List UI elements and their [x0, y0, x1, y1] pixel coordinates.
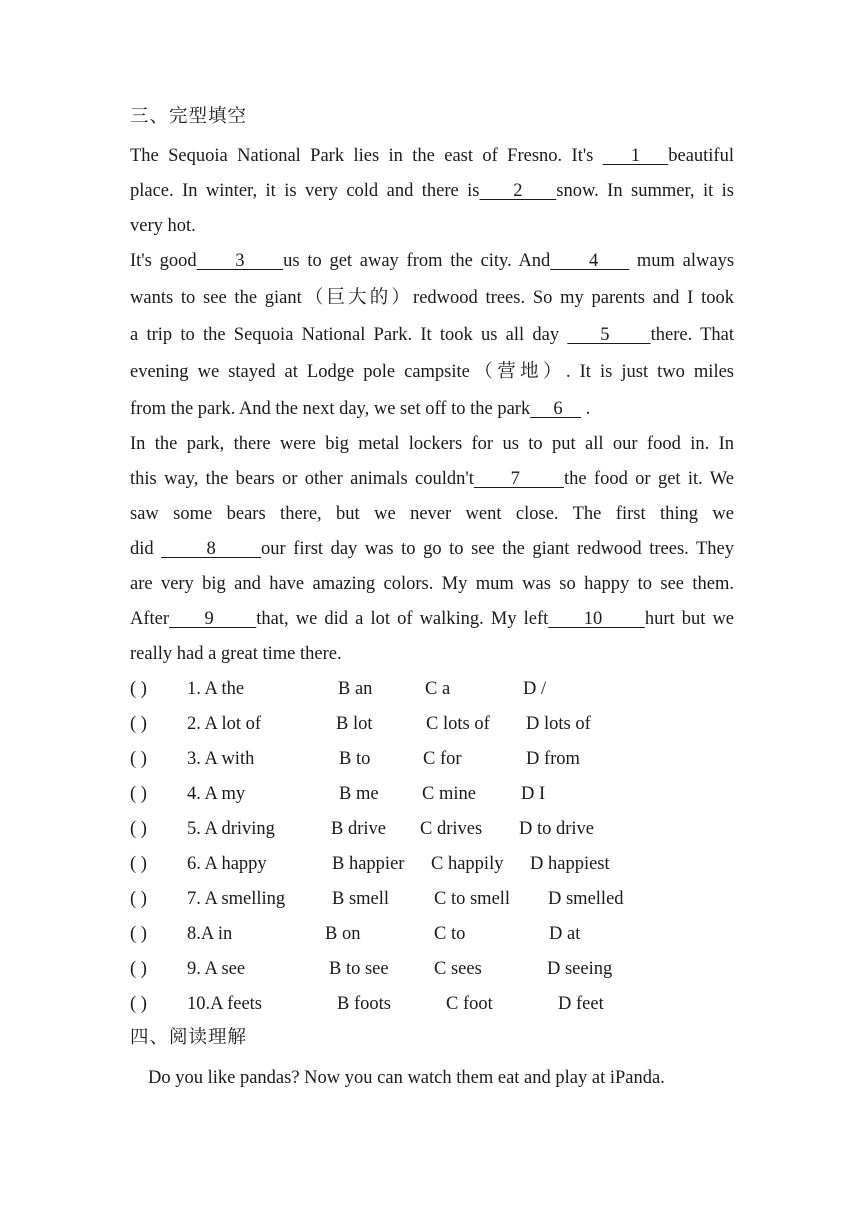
option-a: 3. A with: [187, 749, 255, 769]
option-c: C foot: [446, 994, 493, 1014]
option-b: B drive: [331, 819, 386, 839]
blank-7: 7: [473, 469, 564, 489]
option-b: B to: [339, 749, 371, 769]
option-a: 9. A see: [187, 959, 246, 979]
answer-paren: ( ): [130, 959, 147, 979]
option-d: D lots of: [526, 714, 591, 734]
option-b: B lot: [336, 714, 373, 734]
passage-text: .: [581, 399, 591, 419]
option-b: B me: [339, 784, 379, 804]
section-heading-reading: 四、阅读理解: [130, 1028, 248, 1048]
option-c: C for: [423, 749, 462, 769]
option-a: 8.A in: [187, 924, 233, 944]
option-a: 1. A the: [187, 679, 245, 699]
passage-line: [130, 249, 734, 273]
blank-8: 8: [161, 539, 262, 559]
option-a: 2. A lot of: [187, 714, 262, 734]
passage-line: In the park, there were big metal lockers for us to put all our food in. In: [130, 434, 734, 454]
option-d: D at: [549, 924, 581, 944]
option-c: C a: [425, 679, 451, 699]
passage-text: the food or get it. We: [563, 469, 735, 489]
passage-text: mum always: [629, 251, 735, 271]
reading-intro: Do you like pandas? Now you can watch them eat and play at iPanda.: [148, 1068, 665, 1088]
passage-text: After: [130, 609, 170, 629]
option-c: C to: [434, 924, 466, 944]
option-a: 7. A smelling: [187, 889, 286, 909]
passage-text: beautiful: [668, 146, 734, 166]
blank-2: 2: [479, 181, 557, 201]
passage-text: there. That: [650, 325, 735, 345]
passage-line: [130, 537, 734, 561]
option-d: D to drive: [519, 819, 595, 839]
passage-text: snow. In summer, it is: [556, 181, 735, 201]
passage-text: a trip to the Sequoia National Park. It took us all day: [130, 325, 568, 345]
passage-line: wants to see the giant（巨大的）redwood trees. So my parents and I took: [130, 288, 734, 308]
passage-line: [130, 144, 734, 168]
option-d: D /: [523, 679, 547, 699]
option-d: D smelled: [548, 889, 624, 909]
option-d: D seeing: [547, 959, 613, 979]
passage-line: are very big and have amazing colors. My mum was so happy to see them.: [130, 574, 734, 594]
passage-line: [130, 607, 734, 631]
passage-text: that, we did a lot of walking. My left: [256, 609, 549, 629]
blank-3: 3: [196, 251, 284, 271]
passage-line: [130, 323, 734, 347]
option-d: D happiest: [530, 854, 610, 874]
answer-paren: ( ): [130, 819, 147, 839]
passage-text: from the park. And the next day, we set off to the park: [130, 399, 531, 419]
answer-paren: ( ): [130, 714, 147, 734]
passage-text: place. In winter, it is very cold and there is: [130, 181, 480, 201]
blank-10: 10: [548, 609, 645, 629]
passage-text: hurt but we: [644, 609, 735, 629]
blank-1: 1: [602, 146, 669, 166]
option-b: B smell: [332, 889, 390, 909]
option-d: D I: [521, 784, 546, 804]
blank-9: 9: [169, 609, 257, 629]
option-b: B to see: [329, 959, 389, 979]
passage-line: [130, 179, 734, 203]
passage-line: [130, 467, 734, 491]
option-c: C drives: [420, 819, 483, 839]
option-a: 10.A feets: [187, 994, 263, 1014]
option-d: D from: [526, 749, 580, 769]
passage-text: our first day was to go to see the giant redwood trees. They: [261, 539, 735, 559]
passage-text: us to get away from the city. And: [283, 251, 551, 271]
option-c: C mine: [422, 784, 476, 804]
passage-line: very hot.: [130, 216, 196, 236]
answer-paren: ( ): [130, 749, 147, 769]
passage-text: this way, the bears or other animals couldn't: [130, 469, 474, 489]
option-c: C to smell: [434, 889, 511, 909]
answer-paren: ( ): [130, 784, 147, 804]
passage-text: The Sequoia National Park lies in the east of Fresno. It's: [130, 146, 603, 166]
passage-text: did: [130, 539, 162, 559]
answer-paren: ( ): [130, 994, 147, 1014]
passage-line: saw some bears there, but we never went close. The first thing we: [130, 504, 734, 524]
option-a: 5. A driving: [187, 819, 275, 839]
answer-paren: ( ): [130, 889, 147, 909]
blank-6: 6: [530, 399, 582, 419]
section-heading-cloze: 三、完型填空: [130, 107, 248, 127]
answer-paren: ( ): [130, 924, 147, 944]
option-c: C lots of: [426, 714, 490, 734]
passage-line: [130, 397, 590, 421]
passage-line: evening we stayed at Lodge pole campsite（营地）. It is just two miles: [130, 362, 734, 382]
option-b: B an: [338, 679, 373, 699]
passage-text: It's good: [130, 251, 197, 271]
option-a: 6. A happy: [187, 854, 267, 874]
passage-line: really had a great time there.: [130, 644, 342, 664]
blank-5: 5: [567, 325, 651, 345]
answer-paren: ( ): [130, 854, 147, 874]
option-c: C happily: [431, 854, 504, 874]
option-b: B on: [325, 924, 361, 944]
option-c: C sees: [434, 959, 482, 979]
option-b: B foots: [337, 994, 391, 1014]
blank-4: 4: [550, 251, 630, 271]
option-b: B happier: [332, 854, 405, 874]
answer-paren: ( ): [130, 679, 147, 699]
option-d: D feet: [558, 994, 604, 1014]
option-a: 4. A my: [187, 784, 246, 804]
